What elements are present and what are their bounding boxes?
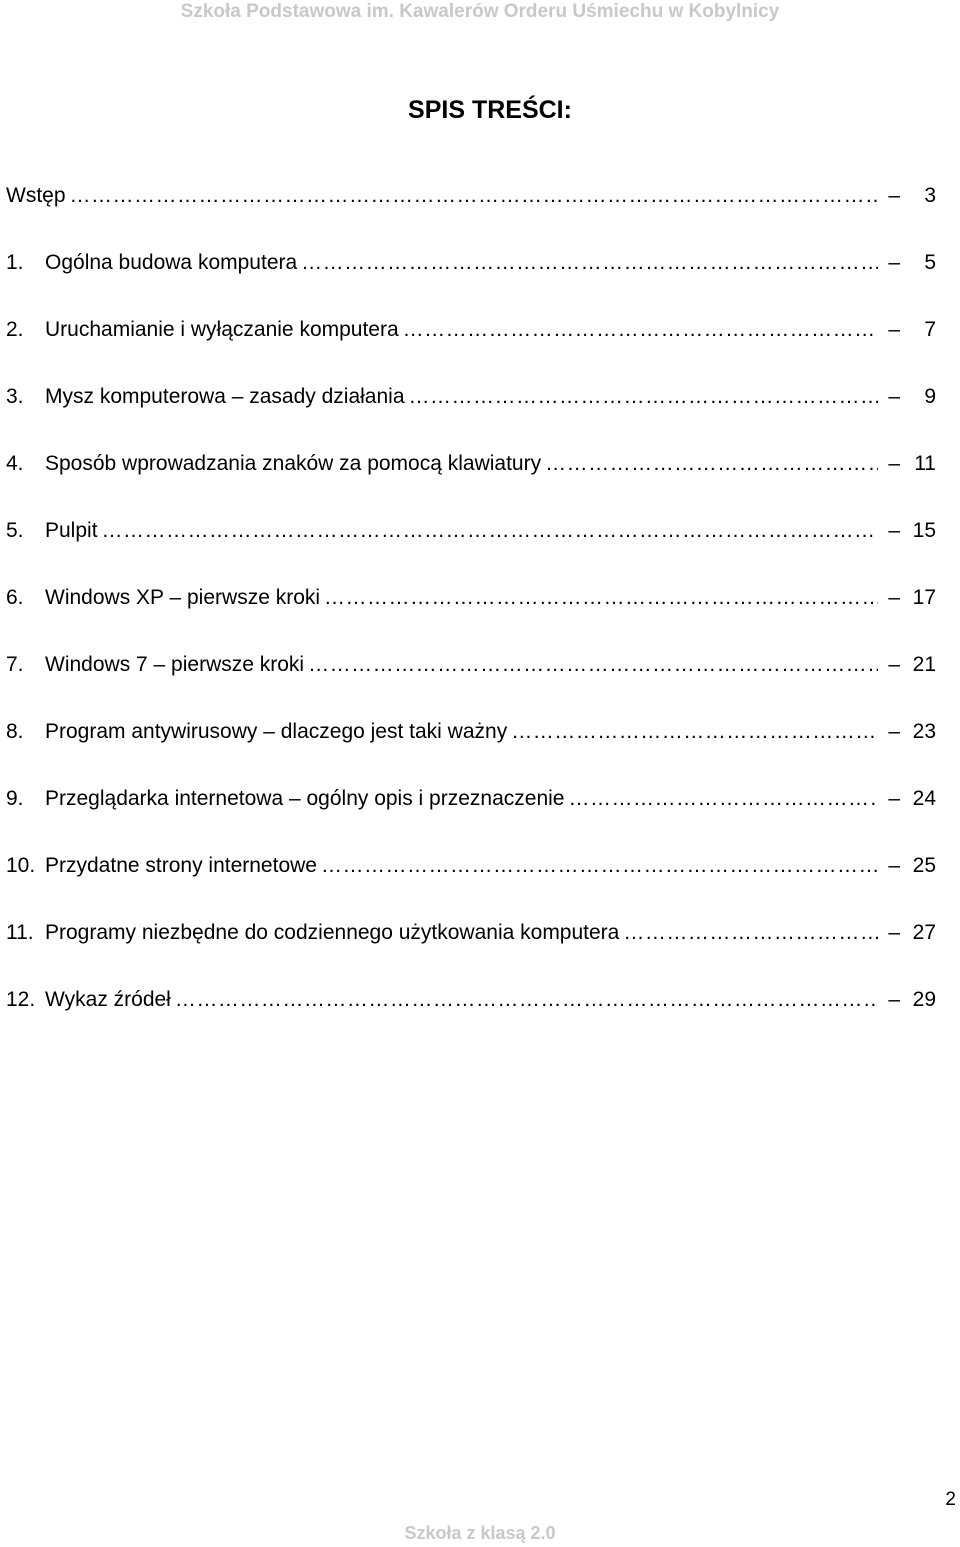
toc-dot-leader <box>324 580 878 616</box>
toc-page-number: 23 <box>912 720 936 743</box>
toc-dash: – <box>888 385 900 408</box>
toc-entry <box>6 848 936 915</box>
toc-dash: – <box>888 519 900 542</box>
toc-entry-number: 3. <box>6 385 24 408</box>
toc-entry-number: 2. <box>6 318 24 341</box>
toc-entry <box>6 446 936 513</box>
toc-dot-leader <box>623 915 878 951</box>
toc-entry-label: Mysz komputerowa – zasady działania <box>45 385 405 408</box>
toc-dot-leader <box>102 513 879 549</box>
toc-entry-number: 8. <box>6 720 24 743</box>
toc-page-number: 9 <box>924 385 936 408</box>
toc-page-number: 5 <box>924 251 936 274</box>
table-of-contents <box>6 178 936 1049</box>
toc-dot-leader <box>175 982 878 1018</box>
toc-entry-label: Pulpit <box>45 519 98 542</box>
toc-entry-number: 12. <box>6 988 36 1011</box>
toc-entry-number: 7. <box>6 653 24 676</box>
toc-page-number: 3 <box>924 184 936 207</box>
toc-dash: – <box>888 452 900 475</box>
toc-entry-number: 1. <box>6 251 24 274</box>
toc-page-number: 15 <box>912 519 936 542</box>
toc-entry-number: 6. <box>6 586 24 609</box>
toc-entry <box>6 580 936 647</box>
toc-page-number: 25 <box>912 854 936 877</box>
toc-dash: – <box>888 854 900 877</box>
toc-dash: – <box>888 318 900 341</box>
toc-entry-label: Przydatne strony internetowe <box>45 854 317 877</box>
toc-dot-leader <box>511 714 878 750</box>
toc-dash: – <box>888 921 900 944</box>
page-footer: Szkoła z klasą 2.0 <box>404 1523 556 1543</box>
toc-dash: – <box>888 184 900 207</box>
toc-entry-number: 9. <box>6 787 24 810</box>
toc-entry <box>6 647 936 714</box>
toc-dot-leader <box>545 446 878 482</box>
toc-page-number: 11 <box>914 452 936 475</box>
toc-entry <box>6 312 936 379</box>
toc-page-number: 29 <box>912 988 936 1011</box>
toc-entry-label: Ogólna budowa komputera <box>45 251 298 274</box>
toc-entry-label: Wstęp <box>6 184 66 207</box>
toc-dash: – <box>888 586 900 609</box>
toc-entry <box>6 513 936 580</box>
toc-entry-label: Windows 7 – pierwsze kroki <box>45 653 305 676</box>
toc-dot-leader <box>301 245 878 281</box>
toc-dot-leader <box>403 312 879 348</box>
toc-entry <box>6 178 936 245</box>
toc-page-number: 7 <box>924 318 936 341</box>
toc-entry <box>6 379 936 446</box>
toc-entry <box>6 915 936 982</box>
toc-entry-label: Uruchamianie i wyłączanie komputera <box>45 318 399 341</box>
toc-entry-label: Przeglądarka internetowa – ogólny opis i przeznaczenie <box>45 787 565 810</box>
toc-dash: – <box>888 251 900 274</box>
toc-page-number: 24 <box>912 787 936 810</box>
toc-dash: – <box>888 787 900 810</box>
toc-dash: – <box>888 720 900 743</box>
toc-dot-leader <box>409 379 879 415</box>
toc-entry-number: 11. <box>6 921 34 944</box>
toc-entry <box>6 245 936 312</box>
toc-entry <box>6 982 936 1049</box>
page-number: 2 <box>945 1489 956 1510</box>
toc-entry-number: 5. <box>6 519 24 542</box>
toc-page-number: 21 <box>912 653 936 676</box>
toc-dot-leader <box>308 647 878 683</box>
toc-dash: – <box>888 653 900 676</box>
toc-dot-leader <box>568 781 878 817</box>
toc-entry-number: 4. <box>6 452 24 475</box>
page-header: Szkoła Podstawowa im. Kawalerów Orderu Uśmiechu w Kobylnicy <box>180 1 780 22</box>
toc-entry-label: Sposób wprowadzania znaków za pomocą klawiatury <box>45 452 542 475</box>
toc-entry-label: Program antywirusowy – dlaczego jest taki ważny <box>45 720 508 743</box>
toc-dash: – <box>888 988 900 1011</box>
toc-entry-label: Windows XP – pierwsze kroki <box>45 586 321 609</box>
toc-entry-number: 10. <box>6 854 36 877</box>
toc-page-number: 27 <box>912 921 936 944</box>
toc-dot-leader <box>321 848 878 884</box>
toc-entry <box>6 714 936 781</box>
toc-entry-label: Programy niezbędne do codziennego użytkowania komputera <box>45 921 620 944</box>
toc-entry-label: Wykaz źródeł <box>45 988 171 1011</box>
toc-dot-leader <box>70 178 879 214</box>
toc-entry <box>6 781 936 848</box>
page-title: SPIS TREŚCI: <box>408 96 572 124</box>
toc-page-number: 17 <box>912 586 936 609</box>
